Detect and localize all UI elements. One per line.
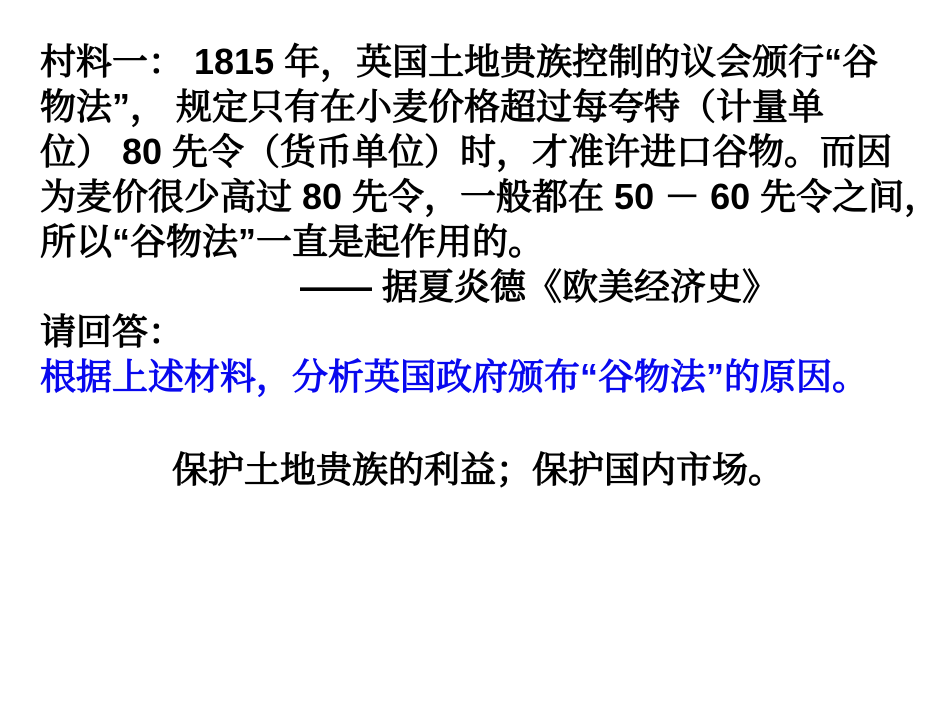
- material-line-4: 为麦价很少高过 80 先令，一般都在 50 － 60 先令之间，: [40, 176, 941, 217]
- material-line-3: 位） 80 先令（货币单位）时，才准许进口谷物。而因: [40, 131, 893, 172]
- question-text: 根据上述材料，分析英国政府颁布“谷物法”的原因。: [40, 356, 869, 397]
- material-line-5: 所以“谷物法”一直是起作用的。: [40, 221, 545, 262]
- material-line-2: 物法”， 规定只有在小麦价格超过每夸特（计量单: [40, 86, 825, 127]
- material-line-1: 村料一： 1815 年，英国土地贵族控制的议会颁行“谷: [40, 41, 879, 82]
- question-prompt: 请回答：: [40, 311, 185, 352]
- answer-text: 保护土地贵族的利益；保护国内市场。: [172, 449, 785, 490]
- slide-text-block: [40, 39, 940, 492]
- material-attribution: —— 据夏炎德《欧美经济史》: [300, 266, 779, 307]
